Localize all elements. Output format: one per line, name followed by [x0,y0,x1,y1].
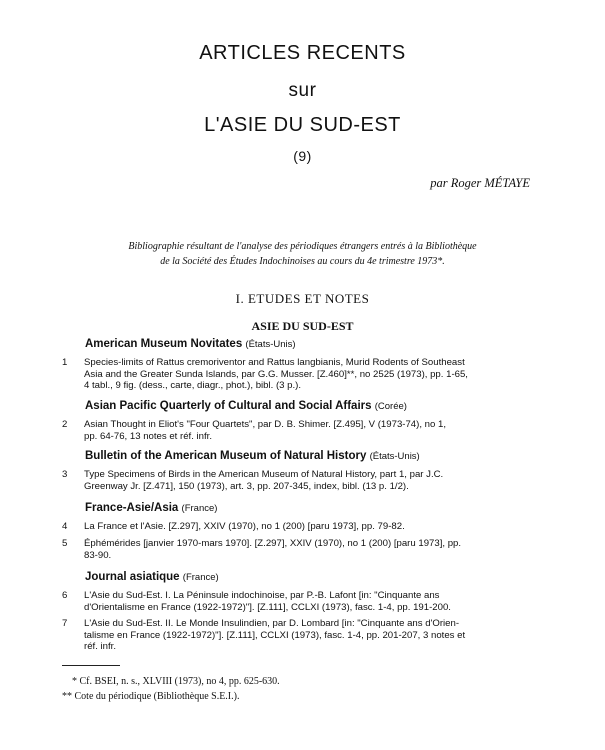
journal-heading [85,400,407,412]
entry-number: 1 [62,357,68,368]
footnote-divider [62,665,120,666]
footnote-1: * Cf. BSEI, n. s., XLVIII (1973), no 4, pp. 625-630. [72,676,280,687]
journal-name: American Museum Novitates [85,338,243,350]
section-title: I. ETUDES ET NOTES [235,291,370,306]
journal-country: (États-Unis) [369,451,420,462]
section-subtitle: ASIE DU SUD-EST [251,319,354,333]
journal-country: (France) [181,503,218,514]
journal-country: (Corée) [374,401,407,412]
entry-line: Asian Thought in Eliot's "Four Quartets", par D. B. Shimer. [Z.495], V (1973-74), no 1, [84,419,447,430]
intro-line1: Bibliographie résultant de l'analyse des périodiques étrangers entrés à la Bibliothèque [128,241,477,252]
page-title-line2: sur [288,80,317,101]
journal-name: Journal asiatique [85,571,180,583]
page-title-line1: ARTICLES RECENTS [199,42,406,64]
entry-line: Éphémérides [janvier 1970-mars 1970]. [Z.297], XXIV (1970), no 1 (200) [paru 1973], pp. [84,538,462,549]
footnote-2: ** Cote du périodique (Bibliothèque S.E.I.). [62,691,240,702]
author: par Roger MÉTAYE [430,176,530,190]
entry-number: 5 [62,538,68,549]
journal-heading [85,502,217,514]
journal-name: Asian Pacific Quarterly of Cultural and Social Affairs [85,400,372,412]
entry-line: La France et l'Asie. [Z.297], XXIV (1970), no 1 (200) [paru 1973], pp. 79-82. [84,521,405,532]
entry-line: Species-limits of Rattus cremoriventor and Rattus langbianis, Murid Rodents of Southeast [84,357,465,368]
entry-number: 6 [62,590,68,601]
journal-name: Bulletin of the American Museum of Natural History [85,450,367,462]
journal-heading [85,338,296,350]
entry-number: 4 [62,521,68,532]
title-number: (9) [293,148,312,164]
entry-line: 83-90. [84,549,112,561]
entry-line: Type Specimens of Birds in the American Museum of Natural History, part 1, par J.C. [84,469,444,480]
journal-name: France-Asie/Asia [85,502,179,514]
entry-line: L'Asie du Sud-Est. II. Le Monde Insulindien, par D. Lombard [in: "Cinquante ans d'Orien- [84,618,460,629]
journal-heading [85,571,219,583]
entry-number: 7 [62,618,68,629]
entry-line: réf. infr. [84,641,116,652]
page-title-line3: L'ASIE DU SUD-EST [204,114,401,136]
intro-line2: de la Société des Études Indochinoises au cours du 4e trimestre 1973*. [160,256,445,267]
entry-line: Asia and the Greater Sunda Islands, par G.G. Musser. [Z.460]**, no 2525 (1973), pp. 1-65, [84,368,468,380]
entry-line: L'Asie du Sud-Est. I. La Péninsule indochinoise, par P.-B. Lafont [in: "Cinquante ans [84,590,440,601]
entry-line: talisme en France (1922-1972)"]. [Z.111], CCLXI (1973), fasc. 1-4, pp. 201-207, 3 notes et [84,629,466,641]
entry-line: 4 tabl., 9 fig. (dess., carte, diagr., phot.), bibl. (3 p.). [84,380,302,391]
entry-line: Greenway Jr. [Z.471], 150 (1973), art. 3, pp. 207-345, index, bibl. (13 p. 1/2). [84,480,409,492]
journal-country: (France) [182,572,219,583]
entry-line: pp. 64-76, 13 notes et réf. infr. [84,430,212,442]
journal-country: (États-Unis) [245,339,296,350]
entry-number: 2 [62,419,68,430]
journal-heading [85,450,420,462]
entry-number: 3 [62,469,68,480]
entry-line: d'Orientalisme en France (1922-1972)"]. [Z.111], CCLXI (1973), fasc. 1-4, pp. 191-200. [84,601,451,613]
